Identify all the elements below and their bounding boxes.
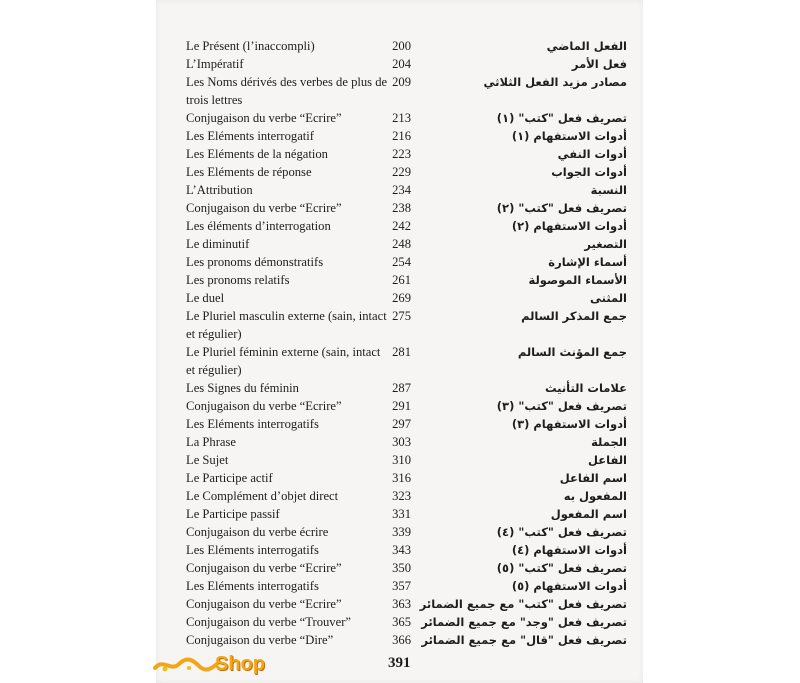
toc-entry-french: Les Eléments de réponse	[186, 165, 312, 179]
toc-entry-french: Les Eléments interrogatifs	[186, 579, 319, 593]
toc-entry-arabic: المثنى	[590, 291, 627, 305]
toc-entry-page: 310	[392, 453, 411, 467]
toc-entry-page: 216	[392, 129, 411, 143]
toc-entry-arabic: أدوات النفي	[557, 147, 627, 161]
toc-entry-french: Les pronoms relatifs	[186, 273, 290, 287]
toc-entry-french: Conjugaison du verbe “Dire”	[186, 633, 334, 647]
toc-entry-arabic: تصريف فعل "كتب" (٢)	[496, 201, 627, 215]
toc-entry-arabic: تصريف فعل "كتب" (١)	[496, 111, 627, 125]
page-number: 391	[388, 655, 411, 671]
toc-entry-page: 223	[392, 147, 411, 161]
toc-entry-french: Le Complément d’objet direct	[186, 489, 339, 503]
toc-entry-arabic: أدوات الاستفهام (١)	[511, 129, 627, 143]
toc-entry-page: 339	[392, 525, 411, 539]
toc-entry-arabic: تصريف فعل "كتب" (٤)	[496, 525, 627, 539]
toc-entry-page: 287	[392, 381, 411, 395]
toc-entry-french: Le Présent (l’inaccompli)	[186, 39, 315, 53]
toc-entry-page: 363	[392, 597, 411, 611]
toc-entry-page: 213	[392, 111, 411, 125]
toc-entry-page: 350	[392, 561, 411, 575]
toc-entry-french: Le duel	[186, 291, 225, 305]
toc-entry-french: Les Eléments de la négation	[186, 147, 328, 161]
toc-entry-french: Les éléments d’interrogation	[186, 219, 331, 233]
toc-entry-french: Les Signes du féminin	[186, 381, 299, 395]
toc-entry-french: Conjugaison du verbe “Ecrire”	[186, 201, 342, 215]
toc-entry-page: 238	[392, 201, 411, 215]
toc-entry-arabic: مصادر مزيد الفعل الثلاثي	[483, 75, 627, 89]
toc-entry-page: 254	[392, 255, 411, 269]
toc-entry-page: 343	[392, 543, 411, 557]
toc-entry-page: 331	[392, 507, 411, 521]
toc-entry-arabic: تصريف فعل "كتب" (٥)	[496, 561, 627, 575]
toc-entry-french: Conjugaison du verbe “Ecrire”	[186, 399, 342, 413]
toc-entry-page: 291	[392, 399, 411, 413]
toc-entry-french: Conjugaison du verbe écrire	[186, 525, 329, 539]
toc-entry-page: 269	[392, 291, 411, 305]
toc-entry-arabic: الفاعل	[588, 453, 627, 467]
toc-entry-french: L’Attribution	[186, 183, 253, 197]
toc-entry-french: Le Pluriel féminin externe (sain, intact et régulier)	[186, 345, 381, 377]
toc-entry-page: 281	[392, 345, 411, 359]
toc-entry-page: 357	[392, 579, 411, 593]
toc-entry-french: Le Pluriel masculin externe (sain, intact et régulier)	[186, 309, 387, 341]
toc-entry-french: L’Impératif	[186, 57, 244, 71]
toc-entry-page: 234	[392, 183, 411, 197]
toc-entry-french: Les pronoms démonstratifs	[186, 255, 324, 269]
toc-entry-arabic: أدوات الجواب	[551, 165, 627, 179]
toc-entry-page: 303	[392, 435, 411, 449]
toc-entry-page: 242	[392, 219, 411, 233]
toc-entry-french: Les Eléments interrogatifs	[186, 417, 319, 431]
toc-entry-arabic: تصريف فعل "قال" مع جميع الضمائر	[421, 633, 627, 647]
toc-entry-page: 297	[392, 417, 411, 431]
toc-entry-arabic: اسم الفاعل	[559, 471, 627, 485]
toc-entry-french: Le diminutif	[186, 237, 250, 251]
toc-entry-page: 200	[392, 39, 411, 53]
toc-entry-arabic: الفعل الماضي	[546, 39, 627, 53]
toc-entry-french: Les Eléments interrogatif	[186, 129, 314, 143]
book-page	[156, 0, 643, 683]
toc-entry-page: 248	[392, 237, 411, 251]
toc-entry-french: Conjugaison du verbe “Ecrire”	[186, 111, 342, 125]
toc-entry-arabic: الأسماء الموصولة	[528, 273, 627, 287]
toc-entry-page: 365	[392, 615, 411, 629]
shop-logo	[153, 650, 278, 680]
toc-entry-page: 366	[392, 633, 411, 647]
toc-entry-page: 323	[392, 489, 411, 503]
toc-entry-french: Le Participe actif	[186, 471, 273, 485]
toc-entry-french: Les Noms dérivés des verbes de plus de trois lettres	[186, 75, 388, 107]
toc-entry-arabic: أسماء الإشارة	[548, 255, 627, 269]
toc-entry-page: 229	[392, 165, 411, 179]
toc-entry-arabic: تصريف فعل "كتب" مع جميع الضمائر	[419, 597, 627, 611]
toc-entry-arabic: التصغير	[584, 237, 627, 251]
toc-entry-arabic: جمع المؤنث السالم	[517, 345, 627, 359]
toc-entry-arabic: الجملة	[591, 435, 627, 449]
toc-entry-arabic: المفعول به	[563, 489, 627, 503]
toc-entry-page: 204	[392, 57, 411, 71]
toc-entry-arabic: النسبة	[590, 183, 627, 197]
logo-text: Shop	[215, 653, 265, 675]
toc-entry-french: Le Sujet	[186, 453, 229, 467]
toc-entry-french: Le Participe passif	[186, 507, 280, 521]
toc-entry-arabic: علامات التأنيث	[544, 381, 627, 395]
toc-entry-page: 275	[392, 309, 411, 323]
toc-entry-page: 261	[392, 273, 411, 287]
toc-entry-page: 316	[392, 471, 411, 485]
toc-entry-arabic: أدوات الاستفهام (٤)	[511, 543, 627, 557]
toc-entry-arabic: أدوات الاستفهام (٢)	[511, 219, 627, 233]
toc-entry-arabic: أدوات الاستفهام (٣)	[511, 417, 627, 431]
toc-entry-arabic: تصريف فعل "كتب" (٣)	[496, 399, 627, 413]
toc-entry-french: Conjugaison du verbe “Ecrire”	[186, 597, 342, 611]
toc-entry-french: Les Eléments interrogatifs	[186, 543, 319, 557]
toc-entry-arabic: أدوات الاستفهام (٥)	[511, 579, 627, 593]
toc-entry-arabic: جمع المذكر السالم	[521, 309, 627, 323]
toc-entry-french: La Phrase	[186, 435, 237, 449]
toc-entry-french: Conjugaison du verbe “Trouver”	[186, 615, 351, 629]
toc-entry-page: 209	[392, 75, 411, 89]
toc-entry-arabic: اسم المفعول	[550, 507, 627, 521]
toc-entry-french: Conjugaison du verbe “Ecrire”	[186, 561, 342, 575]
logo-swirl-icon	[153, 656, 223, 674]
toc-entry-arabic: تصريف فعل "وجد" مع جميع الضمائر	[421, 615, 627, 629]
toc-entry-arabic: فعل الأمر	[571, 57, 627, 71]
